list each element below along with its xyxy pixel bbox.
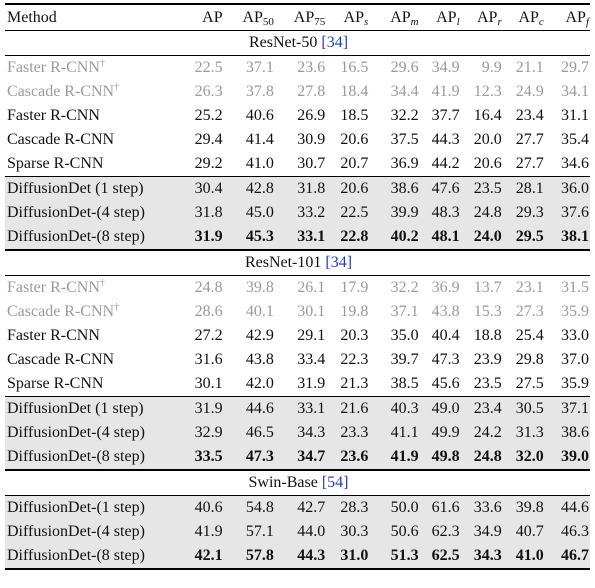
- dagger-mark: †: [99, 58, 105, 69]
- value-ap50: 37.8: [245, 83, 274, 100]
- value-ap75: 30.7: [297, 155, 326, 172]
- value-apf: 35.9: [561, 303, 589, 320]
- value-apc: 24.9: [515, 83, 544, 100]
- value-ap75: 34.7: [275, 445, 326, 470]
- value-apf: 35.9: [561, 375, 589, 392]
- value-apf: 31.1: [561, 107, 589, 124]
- value-apr: 33.6: [461, 496, 503, 521]
- value-apl: 37.7: [431, 107, 460, 124]
- col-apl: $AP_l$: [436, 8, 460, 28]
- value-aps: 16.5: [340, 59, 369, 76]
- table-row: [5, 152, 590, 177]
- value-apl: 49.9: [420, 421, 461, 445]
- table-row: [5, 177, 590, 202]
- value-apf: 34.1: [561, 83, 589, 100]
- col-ap75: $AP_{75}$: [293, 8, 326, 28]
- value-apf: 38.1: [545, 225, 590, 250]
- value-apm: 37.5: [390, 131, 419, 148]
- method-cell: Faster R-CNN: [7, 107, 100, 124]
- value-apl: 40.4: [431, 327, 460, 344]
- value-ap75: 42.7: [275, 496, 326, 521]
- table-row: [5, 56, 590, 81]
- citation-link[interactable]: [54]: [321, 474, 349, 491]
- value-aps: 20.7: [340, 155, 369, 172]
- method-cell: DiffusionDet-(8 step): [5, 544, 186, 569]
- col-method: Method: [7, 8, 57, 26]
- value-aps: 18.5: [340, 107, 369, 124]
- value-apl: 45.6: [431, 375, 460, 392]
- value-ap75: 33.4: [297, 351, 326, 368]
- method-cell: Cascade R-CNN: [7, 131, 115, 148]
- value-ap50: 41.0: [245, 155, 274, 172]
- value-apc: 29.3: [503, 201, 545, 225]
- value-apm: 40.2: [369, 225, 419, 250]
- value-aps: 17.9: [340, 279, 369, 296]
- value-apl: 62.5: [420, 544, 461, 569]
- value-apl: 44.3: [431, 131, 460, 148]
- value-ap: 30.4: [186, 177, 224, 202]
- value-aps: 21.3: [340, 375, 369, 392]
- value-apr: 34.9: [461, 520, 503, 544]
- value-ap75: 26.1: [297, 279, 326, 296]
- backbone-name: Swin-Base: [248, 474, 318, 491]
- value-ap: 33.5: [186, 445, 224, 470]
- value-ap: 31.6: [194, 351, 223, 368]
- value-ap: 31.8: [186, 201, 224, 225]
- value-ap50: 41.4: [245, 131, 274, 148]
- value-ap50: 46.5: [224, 421, 275, 445]
- value-apr: 18.8: [473, 327, 502, 344]
- value-apf: 33.0: [561, 327, 589, 344]
- table-row: [5, 324, 590, 348]
- value-apc: 29.5: [503, 225, 545, 250]
- value-apf: 29.7: [561, 59, 589, 76]
- method-cell: Sparse R-CNN: [7, 155, 104, 172]
- value-ap50: 57.8: [224, 544, 275, 569]
- method-cell: Faster R-CNN: [7, 327, 100, 344]
- table-row: [5, 348, 590, 372]
- value-apm: 32.2: [390, 107, 419, 124]
- table-row: [5, 201, 590, 225]
- value-apl: 47.3: [431, 351, 460, 368]
- value-apc: 27.3: [515, 303, 544, 320]
- value-ap75: 23.6: [297, 59, 326, 76]
- value-apl: 48.3: [420, 201, 461, 225]
- value-ap: 27.2: [194, 327, 223, 344]
- value-apr: 24.2: [461, 421, 503, 445]
- value-apm: 37.1: [390, 303, 419, 320]
- value-ap: 32.9: [186, 421, 224, 445]
- value-apc: 21.1: [515, 59, 544, 76]
- method-cell: DiffusionDet-(4 step): [5, 201, 186, 225]
- value-apr: 24.8: [461, 445, 503, 470]
- method-cell: Faster R-CNN†: [7, 58, 105, 76]
- value-ap50: 42.9: [245, 327, 274, 344]
- header-row: [5, 4, 590, 31]
- value-ap: 42.1: [186, 544, 224, 569]
- value-apl: 62.3: [420, 520, 461, 544]
- value-apr: 20.0: [473, 131, 502, 148]
- citation-link[interactable]: [34]: [325, 254, 353, 271]
- table-row: [5, 445, 590, 470]
- value-apl: 49.8: [420, 445, 461, 470]
- value-apr: 20.6: [473, 155, 502, 172]
- value-apm: 29.6: [390, 59, 419, 76]
- section-header: [5, 31, 590, 56]
- value-apl: 44.2: [431, 155, 460, 172]
- value-apc: 27.5: [515, 375, 544, 392]
- value-apl: 48.1: [420, 225, 461, 250]
- value-ap75: 30.9: [297, 131, 326, 148]
- value-aps: 20.6: [340, 131, 369, 148]
- value-apr: 23.9: [473, 351, 502, 368]
- value-apc: 29.8: [515, 351, 544, 368]
- value-apf: 37.0: [561, 351, 589, 368]
- value-aps: 19.8: [340, 303, 369, 320]
- value-aps: 30.3: [326, 520, 369, 544]
- value-apf: 39.0: [545, 445, 590, 470]
- value-apl: 61.6: [420, 496, 461, 521]
- results-table: [5, 3, 590, 570]
- value-ap: 30.1: [194, 375, 223, 392]
- value-apm: 40.3: [369, 397, 419, 422]
- value-ap75: 44.0: [275, 520, 326, 544]
- value-aps: 31.0: [326, 544, 369, 569]
- section-title: [5, 250, 590, 276]
- value-ap50: 40.1: [245, 303, 274, 320]
- col-apc: $AP_c$: [518, 8, 544, 28]
- table-row: [5, 397, 590, 422]
- value-apc: 30.5: [503, 397, 545, 422]
- value-apc: 31.3: [503, 421, 545, 445]
- value-ap50: 39.8: [245, 279, 274, 296]
- value-apm: 50.0: [369, 496, 419, 521]
- table-row: [5, 80, 590, 104]
- value-ap: 24.8: [194, 279, 223, 296]
- value-apr: 16.4: [473, 107, 502, 124]
- value-apr: 13.7: [473, 279, 502, 296]
- value-aps: 21.6: [326, 397, 369, 422]
- value-aps: 23.6: [326, 445, 369, 470]
- value-apr: 15.3: [473, 303, 502, 320]
- value-apf: 46.7: [545, 544, 590, 569]
- value-ap50: 45.3: [224, 225, 275, 250]
- method-cell: Sparse R-CNN: [7, 375, 104, 392]
- value-ap50: 45.0: [224, 201, 275, 225]
- table-body: [5, 31, 590, 570]
- backbone-name: ResNet-50: [248, 34, 318, 51]
- value-aps: 20.3: [340, 327, 369, 344]
- value-ap50: 42.8: [224, 177, 275, 202]
- value-ap75: 31.8: [275, 177, 326, 202]
- method-cell: Cascade R-CNN†: [7, 302, 120, 320]
- dagger-mark: †: [99, 278, 105, 289]
- value-ap: 25.2: [194, 107, 223, 124]
- value-apr: 23.5: [461, 177, 503, 202]
- value-apr: 23.4: [461, 397, 503, 422]
- table-row: [5, 300, 590, 324]
- value-apr: 9.9: [481, 59, 502, 76]
- col-apm: $AP_m$: [390, 8, 419, 28]
- value-apc: 23.4: [515, 107, 544, 124]
- col-apf: $AP_f$: [565, 8, 589, 28]
- value-ap75: 33.2: [275, 201, 326, 225]
- value-apm: 34.4: [390, 83, 419, 100]
- value-apm: 39.9: [369, 201, 419, 225]
- value-apl: 41.9: [431, 83, 460, 100]
- value-ap: 28.6: [194, 303, 223, 320]
- table-row: [5, 128, 590, 152]
- value-ap75: 44.3: [275, 544, 326, 569]
- table-row: [5, 496, 590, 521]
- value-ap75: 33.1: [275, 397, 326, 422]
- section-title: [5, 31, 590, 56]
- value-ap75: 29.1: [297, 327, 326, 344]
- value-apm: 51.3: [369, 544, 419, 569]
- value-apc: 32.0: [503, 445, 545, 470]
- value-apr: 24.0: [461, 225, 503, 250]
- value-apl: 36.9: [431, 279, 460, 296]
- citation-link[interactable]: [34]: [321, 34, 349, 51]
- value-apc: 23.1: [515, 279, 544, 296]
- col-aps: $AP_s$: [343, 8, 369, 28]
- value-ap75: 34.3: [275, 421, 326, 445]
- value-apm: 39.7: [390, 351, 419, 368]
- table-row: [5, 372, 590, 397]
- value-apm: 36.9: [390, 155, 419, 172]
- section-header: [5, 470, 590, 496]
- value-apc: 25.4: [515, 327, 544, 344]
- section-header: [5, 250, 590, 276]
- value-apf: 35.4: [561, 131, 589, 148]
- value-apf: 36.0: [545, 177, 590, 202]
- method-cell: Cascade R-CNN: [7, 351, 115, 368]
- value-ap50: 47.3: [224, 445, 275, 470]
- method-cell: Cascade R-CNN†: [7, 82, 120, 100]
- value-apf: 34.6: [561, 155, 589, 172]
- value-ap50: 54.8: [224, 496, 275, 521]
- value-ap75: 31.9: [297, 375, 326, 392]
- backbone-name: ResNet-101: [244, 254, 322, 271]
- value-ap50: 37.1: [245, 59, 274, 76]
- table-row: [5, 276, 590, 301]
- value-ap50: 43.8: [245, 351, 274, 368]
- value-ap50: 42.0: [245, 375, 274, 392]
- table-row: [5, 225, 590, 250]
- value-apm: 41.1: [369, 421, 419, 445]
- table-row: [5, 520, 590, 544]
- value-apr: 12.3: [473, 83, 502, 100]
- table-row: [5, 421, 590, 445]
- value-apc: 27.7: [515, 131, 544, 148]
- value-apc: 41.0: [503, 544, 545, 569]
- value-apf: 44.6: [545, 496, 590, 521]
- value-ap75: 33.1: [275, 225, 326, 250]
- dagger-mark: †: [114, 82, 120, 93]
- value-apm: 38.6: [369, 177, 419, 202]
- value-apr: 24.8: [461, 201, 503, 225]
- col-apr: $AP_r$: [476, 8, 502, 28]
- value-ap: 31.9: [186, 225, 224, 250]
- dagger-mark: †: [114, 302, 120, 313]
- col-ap50: $AP_{50}$: [242, 8, 274, 28]
- value-apm: 38.5: [390, 375, 419, 392]
- value-aps: 28.3: [326, 496, 369, 521]
- method-cell: DiffusionDet (1 step): [5, 397, 186, 422]
- value-aps: 22.3: [340, 351, 369, 368]
- value-apc: 39.8: [503, 496, 545, 521]
- value-apm: 32.2: [390, 279, 419, 296]
- value-apl: 34.9: [431, 59, 460, 76]
- value-aps: 18.4: [340, 83, 369, 100]
- value-ap: 22.5: [194, 59, 223, 76]
- col-ap: AP: [202, 8, 223, 26]
- value-aps: 22.8: [326, 225, 369, 250]
- value-apm: 35.0: [390, 327, 419, 344]
- method-cell: DiffusionDet-(8 step): [5, 445, 186, 470]
- value-apf: 46.3: [545, 520, 590, 544]
- value-ap75: 30.1: [297, 303, 326, 320]
- table-row: [5, 104, 590, 128]
- value-apf: 31.5: [561, 279, 589, 296]
- value-aps: 20.6: [326, 177, 369, 202]
- method-cell: DiffusionDet-(8 step): [5, 225, 186, 250]
- value-ap: 41.9: [186, 520, 224, 544]
- value-ap50: 44.6: [224, 397, 275, 422]
- value-aps: 23.3: [326, 421, 369, 445]
- method-cell: DiffusionDet-(4 step): [5, 421, 186, 445]
- method-cell: Faster R-CNN†: [7, 278, 105, 296]
- value-apc: 28.1: [503, 177, 545, 202]
- table-row: [5, 544, 590, 569]
- value-ap75: 26.9: [297, 107, 326, 124]
- method-cell: DiffusionDet (1 step): [5, 177, 186, 202]
- value-apm: 41.9: [369, 445, 419, 470]
- value-apf: 37.1: [545, 397, 590, 422]
- value-ap: 29.4: [194, 131, 223, 148]
- value-apc: 27.7: [515, 155, 544, 172]
- value-apl: 43.8: [431, 303, 460, 320]
- value-apm: 50.6: [369, 520, 419, 544]
- value-apf: 38.6: [545, 421, 590, 445]
- value-ap: 29.2: [194, 155, 223, 172]
- value-apl: 49.0: [420, 397, 461, 422]
- value-ap50: 40.6: [245, 107, 274, 124]
- value-apc: 40.7: [503, 520, 545, 544]
- method-cell: DiffusionDet-(4 step): [5, 520, 186, 544]
- value-apr: 23.5: [473, 375, 502, 392]
- method-cell: DiffusionDet-(1 step): [5, 496, 186, 521]
- value-apr: 34.3: [461, 544, 503, 569]
- value-ap: 40.6: [186, 496, 224, 521]
- value-aps: 22.5: [326, 201, 369, 225]
- value-ap: 31.9: [186, 397, 224, 422]
- value-ap: 26.3: [194, 83, 223, 100]
- section-title: [5, 470, 590, 496]
- value-apf: 37.6: [545, 201, 590, 225]
- value-ap50: 57.1: [224, 520, 275, 544]
- value-ap75: 27.8: [297, 83, 326, 100]
- value-apl: 47.6: [420, 177, 461, 202]
